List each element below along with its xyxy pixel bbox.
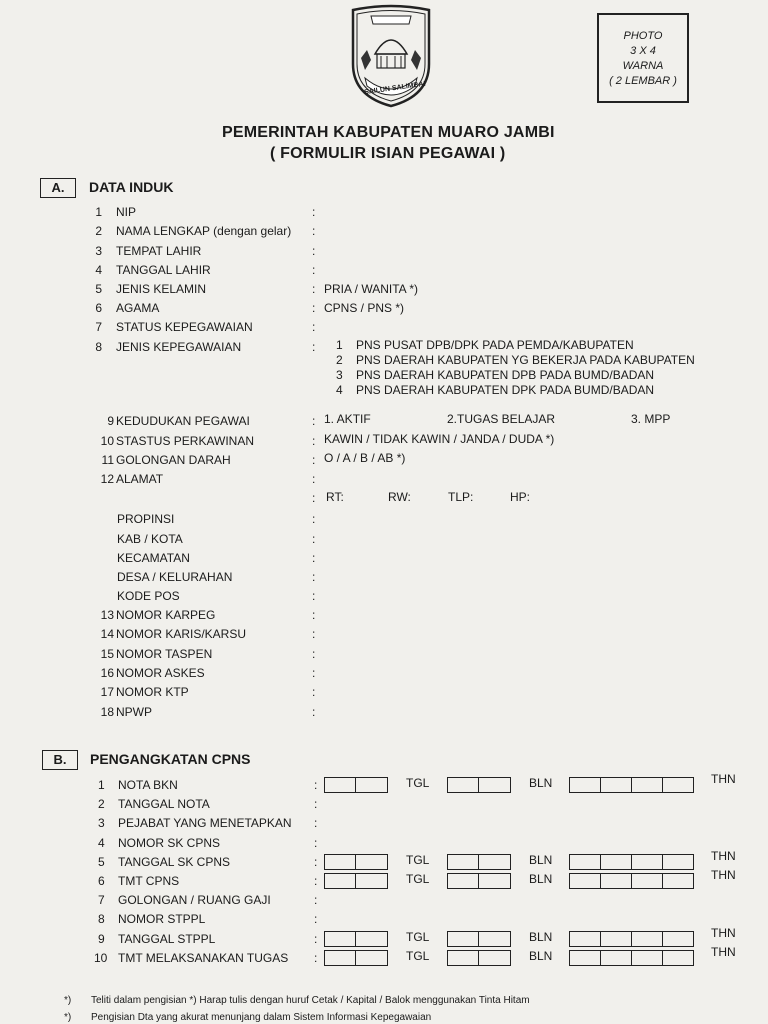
footnote-text: Pengisian Dta yang akurat menunjang dalam Sistem Informasi Kepegawaian — [91, 1012, 432, 1023]
field-colon: : — [314, 932, 318, 946]
page-title: PEMERINTAH KABUPATEN MUARO JAMBI — [222, 124, 555, 141]
thn-input-boxes[interactable] — [569, 777, 694, 793]
tgl-input-boxes[interactable] — [324, 873, 388, 889]
field-colon: : — [312, 589, 316, 603]
date-digit-box[interactable] — [570, 932, 601, 946]
field-label: PEJABAT YANG MENETAPKAN — [118, 816, 292, 830]
row-number: 1 — [95, 205, 102, 219]
row-number: 2 — [98, 797, 105, 811]
kedudukan-option: 3. MPP — [631, 412, 671, 426]
field-colon: : — [312, 647, 316, 661]
option-text: PNS DAERAH KABUPATEN DPK PADA BUMD/BADAN — [356, 383, 655, 397]
row-number: 12 — [100, 472, 114, 486]
kedudukan-option: 2.TUGAS BELAJAR — [447, 412, 556, 426]
address-label: DESA / KELURAHAN — [117, 570, 233, 584]
bln-input-boxes[interactable] — [447, 854, 511, 870]
field-colon: : — [312, 491, 316, 505]
footnote-mark: *) — [64, 1012, 72, 1023]
field-label: NOMOR SK CPNS — [118, 836, 221, 850]
photo-box — [597, 13, 689, 103]
date-digit-box[interactable] — [570, 874, 601, 888]
field-label: TANGGAL STPPL — [118, 932, 216, 946]
logo-motto: SAILUN SALIMBAI — [363, 80, 427, 97]
field-colon: : — [312, 282, 316, 296]
section-a-marker: A. — [40, 178, 76, 198]
thn-input-boxes[interactable] — [569, 854, 694, 870]
field-colon: : — [314, 778, 318, 792]
date-digit-box[interactable] — [448, 855, 479, 869]
date-digit-box[interactable] — [356, 874, 386, 888]
field-label: AGAMA — [116, 301, 160, 315]
date-digit-box[interactable] — [632, 874, 663, 888]
field-colon: : — [312, 301, 316, 315]
field-label: JENIS KEPEGAWAIAN — [116, 340, 242, 354]
row-number: 7 — [98, 893, 105, 907]
thn-label: THN — [711, 926, 736, 940]
field-colon: : — [314, 893, 318, 907]
address-sublabel: TLP: — [448, 490, 474, 504]
field-value: CPNS / PNS *) — [324, 301, 405, 315]
row-number: 9 — [98, 932, 105, 946]
field-colon: : — [312, 434, 316, 448]
row-number: 16 — [100, 666, 114, 680]
field-colon: : — [312, 627, 316, 641]
date-digit-box[interactable] — [570, 855, 601, 869]
row-number: 7 — [95, 320, 102, 334]
tgl-label: TGL — [406, 853, 430, 867]
field-colon: : — [314, 797, 318, 811]
field-colon: : — [312, 205, 316, 219]
field-label: ALAMAT — [116, 472, 164, 486]
row-number: 8 — [95, 340, 102, 354]
tgl-input-boxes[interactable] — [324, 777, 388, 793]
date-digit-box[interactable] — [479, 951, 509, 965]
field-colon: : — [314, 951, 318, 965]
row-number: 6 — [98, 874, 105, 888]
date-digit-box[interactable] — [356, 951, 386, 965]
date-digit-box[interactable] — [601, 932, 632, 946]
footnote-text: Teliti dalam pengisian *) Harap tulis dengan huruf Cetak / Kapital / Balok menggunakan Tinta Hitam — [91, 995, 530, 1006]
field-label: NPWP — [116, 705, 152, 719]
thn-label: THN — [711, 772, 736, 786]
field-colon: : — [314, 855, 318, 869]
date-digit-box[interactable] — [356, 778, 386, 792]
row-number: 18 — [100, 705, 114, 719]
date-digit-box[interactable] — [632, 855, 663, 869]
field-label: NOMOR KTP — [116, 685, 189, 699]
field-label: STASTUS PERKAWINAN — [116, 434, 255, 448]
field-colon: : — [312, 224, 316, 238]
date-digit-box[interactable] — [325, 874, 356, 888]
photo-size: 3 X 4 — [630, 45, 656, 57]
date-digit-box[interactable] — [356, 932, 386, 946]
option-text: PNS PUSAT DPB/DPK PADA PEMDA/KABUPATEN — [356, 338, 634, 352]
row-number: 5 — [95, 282, 102, 296]
address-sublabel: RW: — [388, 490, 411, 504]
section-b-title: PENGANGKATAN CPNS — [90, 751, 251, 767]
bln-input-boxes[interactable] — [447, 873, 511, 889]
field-label: TANGGAL NOTA — [118, 797, 210, 811]
field-value: PRIA / WANITA *) — [324, 282, 419, 296]
option-text: PNS DAERAH KABUPATEN YG BEKERJA PADA KABUPATEN — [356, 353, 695, 367]
field-colon: : — [312, 532, 316, 546]
tgl-input-boxes[interactable] — [324, 854, 388, 870]
date-digit-box[interactable] — [479, 778, 509, 792]
date-digit-box[interactable] — [448, 778, 479, 792]
option-number: 4 — [336, 383, 343, 397]
date-digit-box[interactable] — [663, 951, 693, 965]
date-digit-box[interactable] — [601, 951, 632, 965]
field-colon: : — [312, 453, 316, 467]
date-digit-box[interactable] — [448, 874, 479, 888]
date-digit-box[interactable] — [632, 951, 663, 965]
row-number: 15 — [100, 647, 114, 661]
footnote-mark: *) — [64, 995, 72, 1006]
field-colon: : — [312, 666, 316, 680]
field-colon: : — [312, 608, 316, 622]
field-colon: : — [312, 551, 316, 565]
field-label: JENIS KELAMIN — [116, 282, 207, 296]
field-label: NOMOR TASPEN — [116, 647, 213, 661]
field-label: GOLONGAN / RUANG GAJI — [118, 893, 271, 907]
date-digit-box[interactable] — [570, 778, 601, 792]
date-digit-box[interactable] — [601, 855, 632, 869]
date-digit-box[interactable] — [601, 778, 632, 792]
field-colon: : — [314, 912, 318, 926]
date-digit-box[interactable] — [632, 778, 663, 792]
row-number: 1 — [98, 778, 105, 792]
field-label: STATUS KEPEGAWAIAN — [116, 320, 253, 334]
row-number: 5 — [98, 855, 105, 869]
date-digit-box[interactable] — [663, 874, 693, 888]
thn-input-boxes[interactable] — [569, 873, 694, 889]
tgl-label: TGL — [406, 872, 430, 886]
row-number: 13 — [100, 608, 114, 622]
thn-input-boxes[interactable] — [569, 931, 694, 947]
row-number: 14 — [100, 627, 114, 641]
option-number: 2 — [336, 353, 343, 367]
address-label: PROPINSI — [117, 512, 175, 526]
thn-label: THN — [711, 945, 736, 959]
field-colon: : — [314, 836, 318, 850]
field-label: NOTA BKN — [118, 778, 178, 792]
date-digit-box[interactable] — [325, 778, 356, 792]
date-digit-box[interactable] — [479, 932, 509, 946]
field-label: NAMA LENGKAP (dengan gelar) — [116, 224, 292, 238]
bln-input-boxes[interactable] — [447, 950, 511, 966]
field-colon: : — [312, 472, 316, 486]
date-digit-box[interactable] — [601, 874, 632, 888]
row-number: 10 — [94, 951, 108, 965]
date-digit-box[interactable] — [632, 932, 663, 946]
bln-label: BLN — [529, 949, 553, 963]
field-label: TMT MELAKSANAKAN TUGAS — [118, 951, 289, 965]
field-label: TMT CPNS — [118, 874, 180, 888]
row-number: 6 — [95, 301, 102, 315]
date-digit-box[interactable] — [448, 932, 479, 946]
row-number: 8 — [98, 912, 105, 926]
thn-label: THN — [711, 849, 736, 863]
field-label: TANGGAL LAHIR — [116, 263, 211, 277]
row-number: 4 — [98, 836, 105, 850]
date-digit-box[interactable] — [325, 951, 356, 965]
row-number: 10 — [100, 434, 114, 448]
bln-label: BLN — [529, 872, 553, 886]
option-number: 3 — [336, 368, 343, 382]
row-number: 3 — [95, 244, 102, 258]
tgl-input-boxes[interactable] — [324, 931, 388, 947]
field-label: NOMOR ASKES — [116, 666, 205, 680]
field-label: TEMPAT LAHIR — [116, 244, 202, 258]
thn-label: THN — [711, 868, 736, 882]
address-label: KAB / KOTA — [117, 532, 183, 546]
field-label: NOMOR KARPEG — [116, 608, 216, 622]
bln-label: BLN — [529, 930, 553, 944]
option-number: 1 — [336, 338, 343, 352]
row-number: 17 — [100, 685, 114, 699]
bln-label: BLN — [529, 853, 553, 867]
field-colon: : — [312, 340, 316, 354]
tgl-input-boxes[interactable] — [324, 950, 388, 966]
field-colon: : — [312, 705, 316, 719]
row-number: 9 — [107, 414, 114, 428]
section-b-marker: B. — [42, 750, 78, 770]
blood-options: O / A / B / AB *) — [324, 451, 406, 465]
date-digit-box[interactable] — [570, 951, 601, 965]
date-digit-box[interactable] — [479, 855, 509, 869]
bln-label: BLN — [529, 776, 553, 790]
field-colon: : — [312, 414, 316, 428]
date-digit-box[interactable] — [448, 951, 479, 965]
field-colon: : — [312, 512, 316, 526]
field-label: NOMOR STPPL — [118, 912, 206, 926]
photo-color: WARNA — [622, 60, 664, 72]
date-digit-box[interactable] — [663, 932, 693, 946]
field-label: TANGGAL SK CPNS — [118, 855, 231, 869]
tgl-label: TGL — [406, 930, 430, 944]
date-digit-box[interactable] — [663, 778, 693, 792]
thn-input-boxes[interactable] — [569, 950, 694, 966]
date-digit-box[interactable] — [325, 855, 356, 869]
field-colon: : — [312, 263, 316, 277]
field-colon: : — [312, 244, 316, 258]
photo-count: ( 2 LEMBAR ) — [609, 75, 677, 87]
address-sublabel: RT: — [326, 490, 344, 504]
tgl-label: TGL — [406, 776, 430, 790]
row-number: 4 — [95, 263, 102, 277]
bln-input-boxes[interactable] — [447, 777, 511, 793]
address-label: KODE POS — [117, 589, 180, 603]
row-number: 2 — [95, 224, 102, 238]
field-colon: : — [312, 320, 316, 334]
kedudukan-option: 1. AKTIF — [324, 412, 371, 426]
tgl-label: TGL — [406, 949, 430, 963]
page-subtitle: ( FORMULIR ISIAN PEGAWAI ) — [270, 145, 506, 162]
section-a-title: DATA INDUK — [89, 179, 174, 195]
date-digit-box[interactable] — [325, 932, 356, 946]
field-label: NIP — [116, 205, 137, 219]
perkawinan-options: KAWIN / TIDAK KAWIN / JANDA / DUDA *) — [324, 432, 555, 446]
row-number: 11 — [101, 453, 114, 467]
field-label: KEDUDUKAN PEGAWAI — [116, 414, 250, 428]
row-number: 3 — [98, 816, 105, 830]
date-digit-box[interactable] — [663, 855, 693, 869]
field-colon: : — [314, 874, 318, 888]
field-label: NOMOR KARIS/KARSU — [116, 627, 247, 641]
field-label: GOLONGAN DARAH — [116, 453, 231, 467]
photo-label: PHOTO — [623, 30, 663, 42]
field-colon: : — [312, 685, 316, 699]
date-digit-box[interactable] — [356, 855, 386, 869]
option-text: PNS DAERAH KABUPATEN DPB PADA BUMD/BADAN — [356, 368, 655, 382]
address-sublabel: HP: — [510, 490, 531, 504]
field-colon: : — [314, 816, 318, 830]
date-digit-box[interactable] — [479, 874, 509, 888]
address-label: KECAMATAN — [117, 551, 190, 565]
bln-input-boxes[interactable] — [447, 931, 511, 947]
field-colon: : — [312, 570, 316, 584]
